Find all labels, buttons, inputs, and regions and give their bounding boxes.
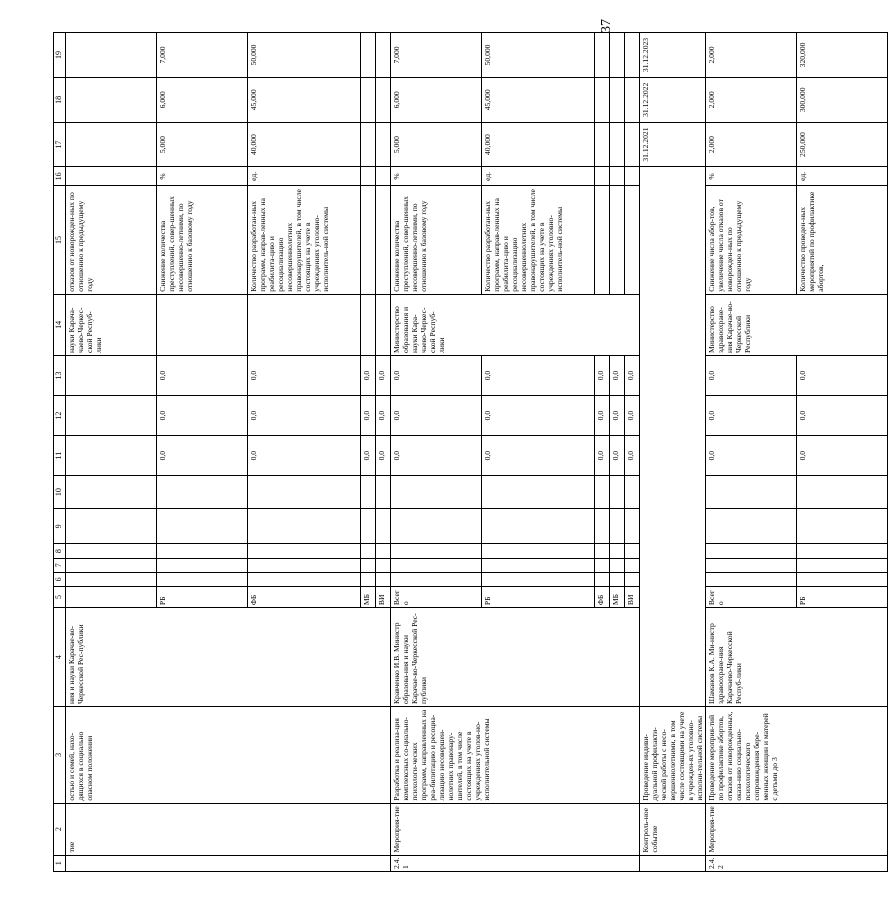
unit-cell: % [706, 167, 797, 186]
header-cell-16: 16 [54, 167, 66, 186]
cell-8 [157, 544, 248, 558]
source-cell: МБ [361, 586, 376, 607]
value-cell-11: 0,0 [157, 436, 248, 476]
value-cell-13: 0,0 [482, 355, 595, 395]
cell-8 [625, 544, 640, 558]
target-cell-18: 6,000 [391, 77, 482, 122]
cell-7 [706, 558, 797, 572]
unit-cell [625, 167, 640, 186]
control-event-row [640, 33, 706, 872]
executor-cell: Министерство образования и науки Кара-чаево-Черкес-ской Респуб-лики [391, 294, 640, 355]
cell-9 [595, 509, 610, 544]
table-row [706, 33, 797, 872]
cell-10 [706, 476, 797, 509]
cell-6 [797, 572, 888, 586]
target-cell-18: 45,000 [248, 77, 361, 122]
executor-cell [157, 294, 248, 355]
cell-8 [797, 544, 888, 558]
table-row [391, 33, 482, 872]
table-body [54, 33, 888, 872]
indicator-cell [610, 186, 625, 294]
cell-7 [361, 558, 376, 572]
source-cell [66, 586, 157, 607]
value-cell-12: 0,0 [797, 396, 888, 436]
name-cell: остью и семей, нахо-дящихся в социально опасном положении [66, 707, 391, 804]
header-cell-9: 9 [54, 509, 66, 544]
target-cell-19: 50,000 [248, 33, 361, 78]
cell-6 [361, 572, 376, 586]
name-cell: Проведение индиви-дуальной профилакти-ческой работы с несо-вершеннолетними, в том числе состоящими на учете в учрежден-ях уголовно-исполни-тельной системы [640, 707, 706, 804]
value-cell-12: 0,0 [248, 396, 361, 436]
program-table [53, 32, 888, 872]
cell-8 [66, 544, 157, 558]
cell-9 [376, 509, 391, 544]
target-cell-17 [376, 122, 391, 167]
target-cell-19: 320,000 [797, 33, 888, 78]
cell-7 [610, 558, 625, 572]
value-cell-12: 0,0 [610, 396, 625, 436]
header-cell-19: 19 [54, 33, 66, 78]
cell-10 [625, 476, 640, 509]
date-cell-18: 31.12.2022 [640, 77, 706, 122]
cell-8 [610, 544, 625, 558]
header-cell-14: 14 [54, 294, 66, 355]
header-cell-13: 13 [54, 355, 66, 395]
target-cell-19 [595, 33, 610, 78]
indicator-cell: Количество разработан-ных программ, направ-ленных на реабилита-цию и ресоциализацию несовершеннолетних правонарушителей, в том числе состоящих на учете в учреждениях уголовно-исполнитель-ной системы [248, 186, 361, 294]
header-cell-12: 12 [54, 396, 66, 436]
source-cell: ВИ [376, 586, 391, 607]
value-cell-11 [66, 436, 157, 476]
target-cell-19 [361, 33, 376, 78]
indicator-cell [595, 186, 610, 294]
cell-7 [66, 558, 157, 572]
cell-9 [361, 509, 376, 544]
value-cell-11: 0,0 [391, 436, 482, 476]
target-cell-18 [625, 77, 640, 122]
cell-8 [482, 544, 595, 558]
target-cell-17: 2,000 [706, 122, 797, 167]
target-cell-17: 5,000 [157, 122, 248, 167]
target-cell-19: 7,000 [391, 33, 482, 78]
source-cell: ФБ [595, 586, 610, 607]
header-cell-7: 7 [54, 558, 66, 572]
value-cell-11: 0,0 [376, 436, 391, 476]
target-cell-19 [610, 33, 625, 78]
cell-6 [482, 572, 595, 586]
cell-10 [797, 476, 888, 509]
executor-cell: Министерство здравоохране-ния Карачае-во-Черкесской Республики [706, 294, 888, 355]
value-cell-11: 0,0 [625, 436, 640, 476]
value-cell-11: 0,0 [706, 436, 797, 476]
cell-6 [625, 572, 640, 586]
cell-9 [797, 509, 888, 544]
target-cell-19: 7,000 [157, 33, 248, 78]
cell-8 [595, 544, 610, 558]
value-cell-11: 0,0 [797, 436, 888, 476]
date-cell-19: 31.12.2023 [640, 33, 706, 78]
value-cell-13: 0,0 [625, 355, 640, 395]
target-cell-18: 6,000 [157, 77, 248, 122]
source-cell: Всего [391, 586, 482, 607]
executor-cell [376, 294, 391, 355]
target-cell-17 [610, 122, 625, 167]
cell-7 [625, 558, 640, 572]
target-cell-17: 250,000 [797, 122, 888, 167]
cell-7 [376, 558, 391, 572]
indicator-cell [625, 186, 640, 294]
source-cell: РБ [157, 586, 248, 607]
cell-10 [361, 476, 376, 509]
cell-6 [706, 572, 797, 586]
header-cell-2: 2 [54, 803, 66, 855]
cell-10 [248, 476, 361, 509]
executor-cell [361, 294, 376, 355]
value-cell-13: 0,0 [610, 355, 625, 395]
name-cell: Проведение мероприя-тий по профилактике абортов, отказов от новорожденных, оказа-нию социально-психологического сопровождения бере-менных женщин и матерей с детьми до 3 [706, 707, 888, 804]
cell-10 [376, 476, 391, 509]
code-cell: 2.4.2 [706, 855, 888, 871]
cell-6 [610, 572, 625, 586]
cell-6 [248, 572, 361, 586]
value-cell-12: 0,0 [625, 396, 640, 436]
cell-8 [391, 544, 482, 558]
value-cell-11: 0,0 [248, 436, 361, 476]
code-cell [640, 855, 706, 871]
target-cell-19: 50,000 [482, 33, 595, 78]
value-cell-11: 0,0 [361, 436, 376, 476]
value-cell-12: 0,0 [391, 396, 482, 436]
responsible-cell: ния и науки Карачае-во-Черкесской Рес-публики [66, 608, 391, 707]
page-number: 37 [599, 19, 614, 33]
cell-10 [482, 476, 595, 509]
indicator-cell: Снижение количества преступлений, совер-шенных несовершенно-летними, по отношению к базовому году [391, 186, 482, 294]
header-cell-10: 10 [54, 476, 66, 509]
header-cell-17: 17 [54, 122, 66, 167]
target-cell-18 [376, 77, 391, 122]
type-cell: Контроль-ное событие [640, 803, 706, 855]
indicator-cell [376, 186, 391, 294]
cell-6 [376, 572, 391, 586]
cell-9 [625, 509, 640, 544]
cell-9 [391, 509, 482, 544]
value-cell-13: 0,0 [361, 355, 376, 395]
code-cell [66, 855, 391, 871]
target-cell-17 [66, 122, 157, 167]
target-cell-17 [625, 122, 640, 167]
header-cell-8: 8 [54, 544, 66, 558]
header-cell-3: 3 [54, 707, 66, 804]
value-cell-11: 0,0 [595, 436, 610, 476]
cell-9 [66, 509, 157, 544]
header-cell-6: 6 [54, 572, 66, 586]
cell-6 [391, 572, 482, 586]
value-cell-13: 0,0 [157, 355, 248, 395]
target-cell-18 [610, 77, 625, 122]
value-cell-11: 0,0 [482, 436, 595, 476]
header-cell-5: 5 [54, 586, 66, 607]
value-cell-12: 0,0 [361, 396, 376, 436]
unit-cell [595, 167, 610, 186]
cell-8 [376, 544, 391, 558]
target-cell-19 [66, 33, 157, 78]
header-cell-1: 1 [54, 855, 66, 871]
value-cell-13: 0,0 [376, 355, 391, 395]
cell-9 [482, 509, 595, 544]
header-row [54, 33, 66, 872]
table-row [66, 33, 157, 872]
unit-cell: % [157, 167, 248, 186]
cell-7 [482, 558, 595, 572]
unit-cell: ед. [797, 167, 888, 186]
target-cell-17: 40,000 [482, 122, 595, 167]
cell-9 [610, 509, 625, 544]
type-cell: тие [66, 803, 391, 855]
cell-6 [66, 572, 157, 586]
indicator-cell [361, 186, 376, 294]
header-cell-18: 18 [54, 77, 66, 122]
header-cell-11: 11 [54, 436, 66, 476]
unit-cell: ед. [248, 167, 361, 186]
unit-cell: ед. [482, 167, 595, 186]
unit-cell [361, 167, 376, 186]
value-cell-13: 0,0 [706, 355, 797, 395]
cell-8 [361, 544, 376, 558]
value-cell-12: 0,0 [706, 396, 797, 436]
value-cell-13: 0,0 [595, 355, 610, 395]
cell-9 [248, 509, 361, 544]
cell-9 [157, 509, 248, 544]
source-cell: ФБ [248, 586, 361, 607]
value-cell-13: 0,0 [248, 355, 361, 395]
cell-9 [706, 509, 797, 544]
value-cell-12: 0,0 [157, 396, 248, 436]
source-cell: МБ [610, 586, 625, 607]
unit-cell [610, 167, 625, 186]
cell-7 [248, 558, 361, 572]
indicator-cell: отказов от новорожден-ных по отношению к предыдущему году [66, 186, 157, 294]
cell-7 [391, 558, 482, 572]
responsible-cell: Шаманов К.А. Ми-нистр здравоохране-ния Карачаево-Черкесской Респуб-лики [706, 608, 888, 707]
target-cell-19: 2,000 [706, 33, 797, 78]
target-cell-18 [361, 77, 376, 122]
header-cell-15: 15 [54, 186, 66, 294]
cell-7 [157, 558, 248, 572]
indicator-cell: Количество проведен-ных мероприятий по профилактике абортов, [797, 186, 888, 294]
executor-cell [248, 294, 361, 355]
cell-10 [66, 476, 157, 509]
unit-cell [66, 167, 157, 186]
cell-6 [157, 572, 248, 586]
indicator-cell: Количество разработан-ных программ, направ-ленных на реабилита-цию и ресоциализацию несовершеннолетних правонарушителей, в том числе состоящих на учете в учреждениях уголовно-исполнитель-ной системы [482, 186, 595, 294]
responsible-cell: Кравченко И.В. Министр образова-ния и науки Карачае-во-Черкесской Рес-публики [391, 608, 640, 707]
target-cell-19 [376, 33, 391, 78]
value-cell-11: 0,0 [610, 436, 625, 476]
target-cell-18 [66, 77, 157, 122]
unit-cell [376, 167, 391, 186]
date-cell-17: 31.12.2021 [640, 122, 706, 167]
cell-10 [157, 476, 248, 509]
value-cell-12 [66, 396, 157, 436]
target-cell-18 [595, 77, 610, 122]
empty-cell [640, 167, 706, 707]
cell-8 [706, 544, 797, 558]
cell-10 [610, 476, 625, 509]
executor-cell: науки Карача-чаево-Черкес-ской Респуб-лики [66, 294, 157, 355]
source-cell: РБ [482, 586, 595, 607]
rotated-table-area [53, 32, 825, 872]
target-cell-17 [595, 122, 610, 167]
value-cell-13: 0,0 [391, 355, 482, 395]
type-cell: Мероприя-тие [391, 803, 640, 855]
cell-6 [595, 572, 610, 586]
type-cell: Мероприя-тие [706, 803, 888, 855]
value-cell-12: 0,0 [376, 396, 391, 436]
target-cell-19 [625, 33, 640, 78]
source-cell: РБ [797, 586, 888, 607]
value-cell-12: 0,0 [595, 396, 610, 436]
indicator-cell: Снижение количества преступлений, совер-шенных несовершенно-летними, по отношению к базовому году [157, 186, 248, 294]
source-cell: ВИ [625, 586, 640, 607]
cell-10 [595, 476, 610, 509]
target-cell-17 [361, 122, 376, 167]
header-cell-4: 4 [54, 608, 66, 707]
name-cell: Разработка и реализа-ция комплексных со-циально-психологи-ческих программ, направленных на реа-билитацию и ресоциа-лизацию несовершен-нолетних правонару-шителей, в том числе состоящих на учете в учреждениях уголов-но-исполнительной системы [391, 707, 640, 804]
unit-cell: % [391, 167, 482, 186]
target-cell-18: 300,000 [797, 77, 888, 122]
value-cell-13 [66, 355, 157, 395]
cell-10 [391, 476, 482, 509]
source-cell: Всего [706, 586, 797, 607]
cell-7 [595, 558, 610, 572]
target-cell-18: 2,000 [706, 77, 797, 122]
program-table-wrapper [53, 32, 825, 872]
value-cell-13: 0,0 [797, 355, 888, 395]
target-cell-17: 5,000 [391, 122, 482, 167]
code-cell: 2.4.1 [391, 855, 640, 871]
cell-8 [248, 544, 361, 558]
cell-7 [797, 558, 888, 572]
target-cell-18: 45,000 [482, 77, 595, 122]
indicator-cell: Снижение числа абор-тов, увеличение числа отказов от новорожден-ных по отношению к предыдущему году [706, 186, 797, 294]
value-cell-12: 0,0 [482, 396, 595, 436]
target-cell-17: 40,000 [248, 122, 361, 167]
